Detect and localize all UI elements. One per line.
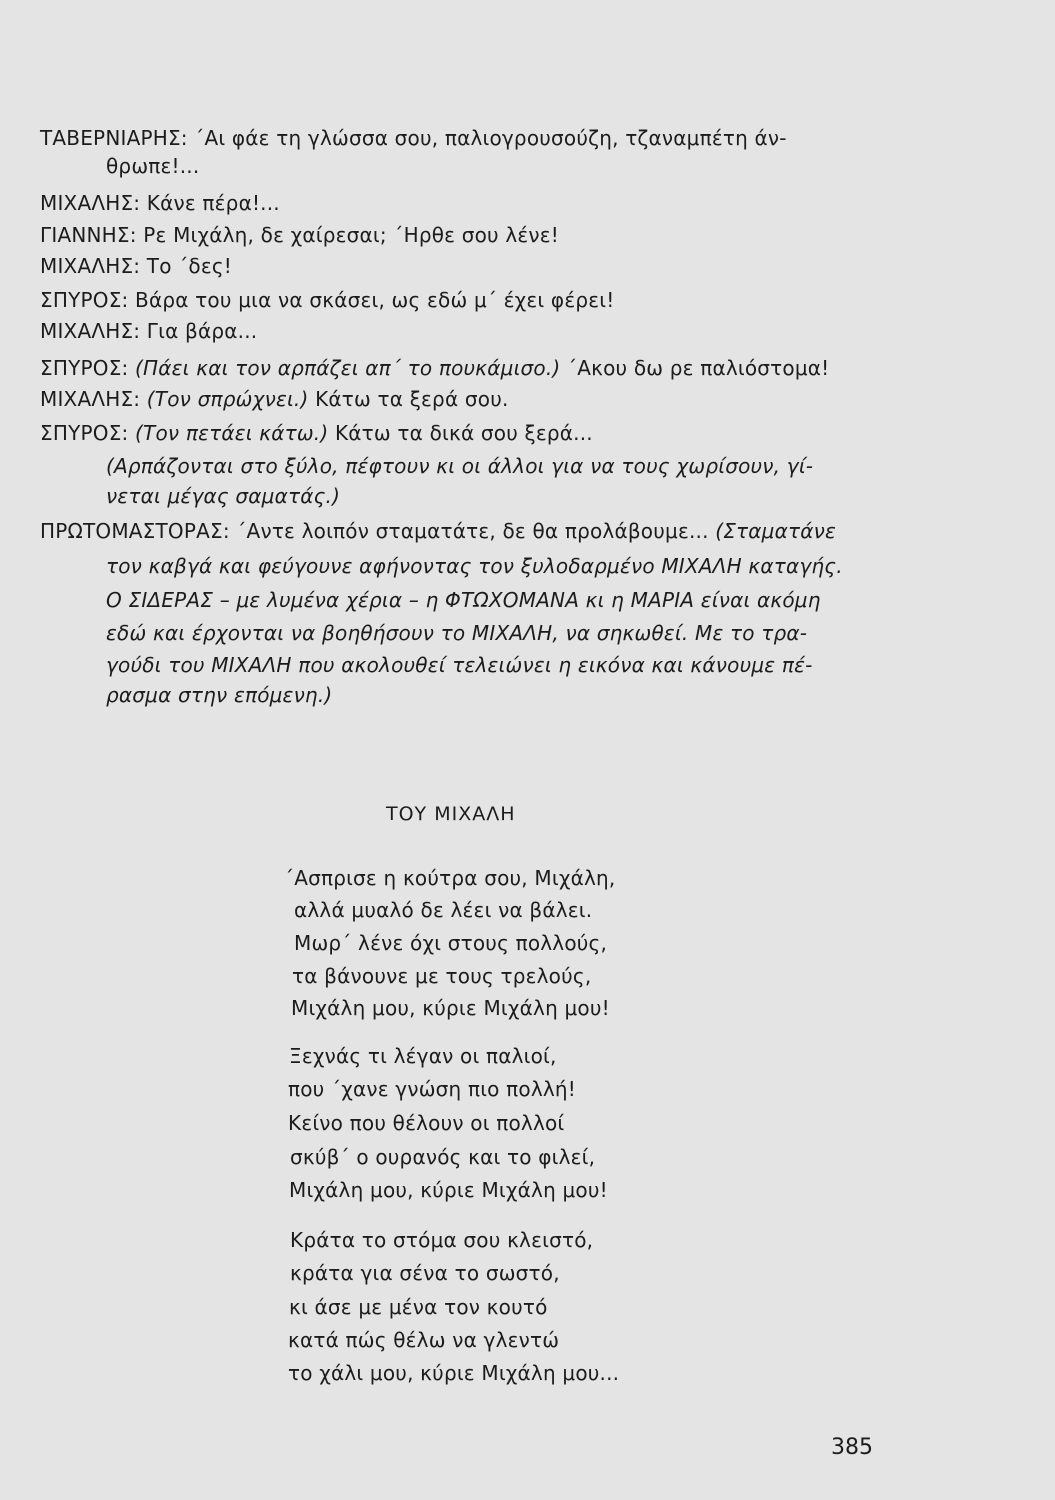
dialogue-text: ΄Ακου δω ρε παλιόστομα! xyxy=(567,356,830,380)
speaker-name: ΣΠΥΡΟΣ: xyxy=(40,356,129,380)
dialogue-line xyxy=(40,355,829,381)
dialogue-line xyxy=(40,518,836,544)
verse-line: που ΄χανε γνώση πιο πολλή! xyxy=(288,1077,576,1101)
dialogue-line xyxy=(40,190,280,216)
dialogue-line xyxy=(40,386,509,412)
speaker-name: ΓΙΑΝΝΗΣ: xyxy=(40,223,137,247)
verse-line: Μωρ΄ λένε όχι στους πολλούς, xyxy=(294,931,608,955)
dialogue-text: ΄Αι φάε τη γλώσσα σου, παλιογρουσούζη, τζαναμπέτη άν- xyxy=(194,126,787,150)
dialogue-text: ΄Αντε λοιπόν σταματάτε, δε θα προλάβουμε... xyxy=(236,519,709,543)
verse-line: κατά πώς θέλω να γλεντώ xyxy=(288,1328,560,1352)
dialogue-line xyxy=(40,222,559,248)
stage-direction: τον καβγά και φεύγουνε αφήνοντας τον ξυλοδαρμένο ΜΙΧΑΛΗ καταγής. xyxy=(106,554,843,578)
verse-line: κι άσε με μένα τον κουτό xyxy=(289,1295,548,1319)
stage-direction: γούδι του ΜΙΧΑΛΗ που ακολουθεί τελειώνει η εικόνα και κάνουμε πέ- xyxy=(106,653,813,677)
speaker-name: ΣΠΥΡΟΣ: xyxy=(40,421,129,445)
speaker-name: ΤΑΒΕΡΝΙΑΡΗΣ: xyxy=(40,126,188,150)
verse-line: Κράτα το στόμα σου κλειστό, xyxy=(290,1228,594,1252)
stage-direction: (Πάει και τον αρπάζει απ΄ το πουκάμισο.) xyxy=(135,356,561,380)
speaker-name: ΜΙΧΑΛΗΣ: xyxy=(40,387,141,411)
dialogue-text: Το ΄δες! xyxy=(146,254,233,278)
dialogue-line xyxy=(40,318,257,344)
stage-direction: (Τον σπρώχνει.) xyxy=(146,387,309,411)
dialogue-line xyxy=(106,153,199,179)
dialogue-text: Για βάρα... xyxy=(146,319,258,343)
dialogue-line xyxy=(40,253,232,279)
verse-line: Μιχάλη μου, κύριε Μιχάλη μου! xyxy=(291,996,610,1020)
verse-line: σκύβ΄ ο ουρανός και το φιλεί, xyxy=(290,1145,596,1169)
song-title: ΤΟΥ ΜΙΧΑΛΗ xyxy=(386,803,516,825)
speaker-name: ΠΡΩΤΟΜΑΣΤΟΡΑΣ: xyxy=(40,519,230,543)
speaker-name: ΜΙΧΑΛΗΣ: xyxy=(40,319,141,343)
verse-line: Ξεχνάς τι λέγαν οι παλιοί, xyxy=(289,1044,557,1068)
dialogue-text: Ρε Μιχάλη, δε χαίρεσαι; ΄Ηρθε σου λένε! xyxy=(143,223,560,247)
speaker-name: ΜΙΧΑΛΗΣ: xyxy=(40,254,141,278)
page-number: 385 xyxy=(831,1435,873,1460)
dialogue-text: θρωπε!... xyxy=(106,154,200,178)
dialogue-text: Κάνε πέρα!... xyxy=(146,191,280,215)
dialogue-text: Κάτω τα δικά σου ξερά... xyxy=(334,421,593,445)
stage-direction: (Αρπάζονται στο ξύλο, πέφτουν κι οι άλλοι για να τους χωρίσουν, γί- xyxy=(106,454,814,478)
stage-direction: (Σταματάνε xyxy=(715,519,836,543)
dialogue-text: Βάρα του μια να σκάσει, ως εδώ μ΄ έχει φέρει! xyxy=(135,288,615,312)
verse-line: τα βάνουνε με τους τρελούς, xyxy=(292,964,592,988)
verse-line: το χάλι μου, κύριε Μιχάλη μου... xyxy=(288,1361,620,1385)
dialogue-text: Κάτω τα ξερά σου. xyxy=(315,387,509,411)
stage-direction: νεται μέγας σαματάς.) xyxy=(106,484,341,508)
dialogue-line xyxy=(40,287,614,313)
stage-direction: Ο ΣΙΔΕΡΑΣ – με λυμένα χέρια – η ΦΤΩΧΟΜΑΝΑ κι η ΜΑΡΙΑ είναι ακόμη xyxy=(106,588,821,612)
stage-direction: εδώ και έρχονται να βοηθήσουν το ΜΙΧΑΛΗ, να σηκωθεί. Με το τρα- xyxy=(106,621,808,645)
stage-direction: (Τον πετάει κάτω.) xyxy=(135,421,329,445)
verse-line: αλλά μυαλό δε λέει να βάλει. xyxy=(294,898,593,922)
dialogue-line xyxy=(40,420,593,446)
stage-direction: ρασμα στην επόμενη.) xyxy=(106,683,333,707)
verse-line: κράτα για σένα το σωστό, xyxy=(290,1261,560,1285)
verse-line: Κείνο που θέλουν οι πολλοί xyxy=(288,1111,565,1135)
dialogue-line xyxy=(40,125,787,151)
verse-line: Μιχάλη μου, κύριε Μιχάλη μου! xyxy=(289,1178,608,1202)
verse-line: ΄Ασπρισε η κούτρα σου, Μιχάλη, xyxy=(284,866,616,890)
speaker-name: ΣΠΥΡΟΣ: xyxy=(40,288,129,312)
speaker-name: ΜΙΧΑΛΗΣ: xyxy=(40,191,141,215)
